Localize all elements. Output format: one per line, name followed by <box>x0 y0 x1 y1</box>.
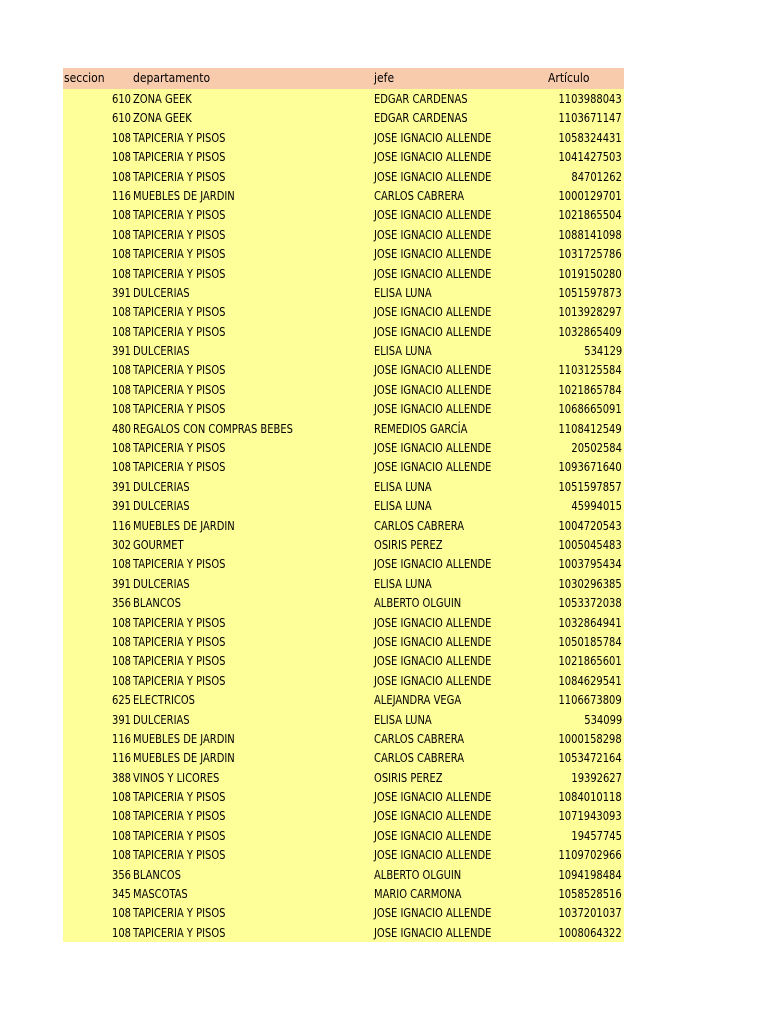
cell-departamento: TAPICERIA Y PISOS <box>133 402 226 417</box>
cell-jefe: CARLOS CABRERA <box>374 518 465 533</box>
cell-jefe: JOSE IGNACIO ALLENDE <box>374 266 492 281</box>
cell-articulo: 1005045483 <box>558 537 622 552</box>
cell-jefe: JOSE IGNACIO ALLENDE <box>374 615 492 630</box>
spreadsheet-table <box>63 68 624 942</box>
cell-articulo: 45994015 <box>571 499 622 514</box>
cell-articulo: 1013928297 <box>558 305 622 320</box>
cell-seccion: 108 <box>112 615 131 630</box>
cell-seccion: 391 <box>112 479 131 494</box>
table-row <box>63 826 624 845</box>
cell-jefe: OSIRIS PEREZ <box>374 770 443 785</box>
cell-jefe: JOSE IGNACIO ALLENDE <box>374 305 492 320</box>
cell-articulo: 1021865784 <box>558 382 622 397</box>
cell-jefe: JOSE IGNACIO ALLENDE <box>374 130 492 145</box>
cell-articulo: 1103988043 <box>558 92 622 106</box>
cell-seccion: 108 <box>112 130 131 145</box>
table-row <box>63 477 624 496</box>
cell-articulo: 1103125584 <box>558 363 622 378</box>
cell-seccion: 108 <box>112 247 131 262</box>
table-row <box>63 89 624 108</box>
cell-departamento: DULCERIAS <box>133 712 190 727</box>
table-row <box>63 593 624 612</box>
column-header-jefe: jefe <box>374 71 395 85</box>
cell-articulo: 1106673809 <box>558 693 622 708</box>
table-row <box>63 341 624 360</box>
table-row <box>63 457 624 476</box>
cell-seccion: 108 <box>112 441 131 456</box>
cell-seccion: 116 <box>112 731 131 746</box>
table-row <box>63 147 624 166</box>
cell-departamento: TAPICERIA Y PISOS <box>133 828 226 843</box>
cell-jefe: JOSE IGNACIO ALLENDE <box>374 557 492 572</box>
cell-seccion: 108 <box>112 557 131 572</box>
cell-seccion: 116 <box>112 518 131 533</box>
cell-departamento: TAPICERIA Y PISOS <box>133 790 226 805</box>
table-row <box>63 903 624 922</box>
cell-seccion: 108 <box>112 460 131 475</box>
cell-departamento: MUEBLES DE JARDIN <box>133 518 235 533</box>
cell-departamento: BLANCOS <box>133 596 181 611</box>
table-row <box>63 671 624 690</box>
table-row <box>63 167 624 186</box>
cell-jefe: JOSE IGNACIO ALLENDE <box>374 673 492 688</box>
table-body <box>63 89 624 942</box>
cell-articulo: 19392627 <box>571 770 622 785</box>
cell-seccion: 480 <box>112 421 131 436</box>
cell-departamento: DULCERIAS <box>133 344 190 359</box>
table-header <box>63 68 624 89</box>
cell-jefe: JOSE IGNACIO ALLENDE <box>374 906 492 921</box>
cell-departamento: TAPICERIA Y PISOS <box>133 324 226 339</box>
cell-seccion: 610 <box>112 111 131 126</box>
cell-articulo: 1053372038 <box>558 596 622 611</box>
cell-jefe: JOSE IGNACIO ALLENDE <box>374 247 492 262</box>
cell-articulo: 1068665091 <box>558 402 622 417</box>
cell-articulo: 1021865504 <box>558 208 622 223</box>
cell-articulo: 1050185784 <box>558 634 622 649</box>
cell-jefe: JOSE IGNACIO ALLENDE <box>374 363 492 378</box>
cell-departamento: TAPICERIA Y PISOS <box>133 634 226 649</box>
cell-seccion: 108 <box>112 790 131 805</box>
cell-jefe: JOSE IGNACIO ALLENDE <box>374 402 492 417</box>
cell-seccion: 391 <box>112 712 131 727</box>
table-row <box>63 419 624 438</box>
cell-jefe: JOSE IGNACIO ALLENDE <box>374 848 492 863</box>
cell-departamento: TAPICERIA Y PISOS <box>133 363 226 378</box>
cell-seccion: 108 <box>112 925 131 940</box>
cell-departamento: MUEBLES DE JARDIN <box>133 188 235 203</box>
table-row <box>63 845 624 864</box>
cell-departamento: MASCOTAS <box>133 887 188 902</box>
cell-articulo: 534099 <box>584 712 622 727</box>
cell-jefe: ALBERTO OLGUIN <box>374 867 462 882</box>
cell-articulo: 1084010118 <box>558 790 622 805</box>
cell-articulo: 1000158298 <box>558 731 622 746</box>
cell-seccion: 108 <box>112 382 131 397</box>
cell-departamento: BLANCOS <box>133 867 181 882</box>
cell-jefe: MARIO CARMONA <box>374 887 462 902</box>
cell-departamento: GOURMET <box>133 537 184 552</box>
table-row <box>63 613 624 632</box>
cell-jefe: ELISA LUNA <box>374 712 432 727</box>
cell-seccion: 108 <box>112 208 131 223</box>
cell-seccion: 391 <box>112 344 131 359</box>
table-row <box>63 729 624 748</box>
cell-departamento: DULCERIAS <box>133 499 190 514</box>
column-header-seccion: seccion <box>64 71 105 85</box>
cell-jefe: JOSE IGNACIO ALLENDE <box>374 324 492 339</box>
table-row <box>63 322 624 341</box>
cell-departamento: TAPICERIA Y PISOS <box>133 615 226 630</box>
table-row <box>63 535 624 554</box>
cell-articulo: 1108412549 <box>558 421 622 436</box>
cell-departamento: TAPICERIA Y PISOS <box>133 266 226 281</box>
cell-articulo: 1008064322 <box>558 925 622 940</box>
cell-departamento: REGALOS CON COMPRAS BEBES <box>133 421 293 436</box>
table-row <box>63 264 624 283</box>
cell-articulo: 534129 <box>584 344 622 359</box>
cell-seccion: 345 <box>112 887 131 902</box>
cell-seccion: 108 <box>112 227 131 242</box>
table-row <box>63 205 624 224</box>
cell-jefe: JOSE IGNACIO ALLENDE <box>374 150 492 165</box>
cell-departamento: TAPICERIA Y PISOS <box>133 673 226 688</box>
cell-articulo: 1058324431 <box>558 130 622 145</box>
table-row <box>63 496 624 515</box>
cell-departamento: TAPICERIA Y PISOS <box>133 809 226 824</box>
cell-articulo: 84701262 <box>571 169 622 184</box>
cell-articulo: 1084629541 <box>558 673 622 688</box>
cell-jefe: ELISA LUNA <box>374 344 432 359</box>
table-row <box>63 128 624 147</box>
cell-departamento: TAPICERIA Y PISOS <box>133 460 226 475</box>
cell-departamento: VINOS Y LICORES <box>133 770 220 785</box>
cell-departamento: TAPICERIA Y PISOS <box>133 441 226 456</box>
cell-jefe: REMEDIOS GARCÍA <box>374 421 468 436</box>
cell-jefe: EDGAR CARDENAS <box>374 92 468 106</box>
cell-jefe: OSIRIS PEREZ <box>374 537 443 552</box>
cell-jefe: ELISA LUNA <box>374 479 432 494</box>
cell-jefe: CARLOS CABRERA <box>374 188 465 203</box>
column-header-articulo: Artículo <box>548 71 590 85</box>
table-row <box>63 710 624 729</box>
table-row <box>63 399 624 418</box>
cell-articulo: 1094198484 <box>558 867 622 882</box>
cell-articulo: 1003795434 <box>558 557 622 572</box>
cell-jefe: ALEJANDRA VEGA <box>374 693 462 708</box>
cell-seccion: 356 <box>112 867 131 882</box>
cell-seccion: 108 <box>112 634 131 649</box>
cell-jefe: JOSE IGNACIO ALLENDE <box>374 828 492 843</box>
cell-departamento: TAPICERIA Y PISOS <box>133 925 226 940</box>
table-row <box>63 574 624 593</box>
cell-jefe: JOSE IGNACIO ALLENDE <box>374 441 492 456</box>
cell-jefe: CARLOS CABRERA <box>374 751 465 766</box>
table-row <box>63 244 624 263</box>
table-row <box>63 186 624 205</box>
cell-articulo: 1103671147 <box>558 111 622 126</box>
cell-articulo: 19457745 <box>571 828 622 843</box>
table-row <box>63 360 624 379</box>
cell-jefe: ELISA LUNA <box>374 285 432 300</box>
cell-seccion: 391 <box>112 285 131 300</box>
cell-departamento: TAPICERIA Y PISOS <box>133 227 226 242</box>
cell-jefe: ELISA LUNA <box>374 499 432 514</box>
cell-seccion: 108 <box>112 654 131 669</box>
cell-jefe: JOSE IGNACIO ALLENDE <box>374 925 492 940</box>
cell-departamento: DULCERIAS <box>133 576 190 591</box>
cell-seccion: 625 <box>112 693 131 708</box>
cell-seccion: 610 <box>112 92 131 106</box>
cell-articulo: 1032865409 <box>558 324 622 339</box>
table-row <box>63 651 624 670</box>
cell-articulo: 1031725786 <box>558 247 622 262</box>
cell-articulo: 1088141098 <box>558 227 622 242</box>
table-row <box>63 302 624 321</box>
cell-seccion: 108 <box>112 848 131 863</box>
cell-seccion: 302 <box>112 537 131 552</box>
cell-articulo: 20502584 <box>571 441 622 456</box>
cell-jefe: JOSE IGNACIO ALLENDE <box>374 460 492 475</box>
column-header-departamento: departamento <box>133 71 211 85</box>
cell-articulo: 1051597857 <box>558 479 622 494</box>
cell-jefe: JOSE IGNACIO ALLENDE <box>374 382 492 397</box>
table-row <box>63 554 624 573</box>
cell-departamento: TAPICERIA Y PISOS <box>133 848 226 863</box>
cell-articulo: 1051597873 <box>558 285 622 300</box>
cell-articulo: 1071943093 <box>558 809 622 824</box>
cell-departamento: TAPICERIA Y PISOS <box>133 169 226 184</box>
cell-articulo: 1000129701 <box>558 188 622 203</box>
cell-departamento: TAPICERIA Y PISOS <box>133 150 226 165</box>
cell-seccion: 108 <box>112 402 131 417</box>
cell-jefe: ELISA LUNA <box>374 576 432 591</box>
cell-articulo: 1109702966 <box>558 848 622 863</box>
table-row <box>63 690 624 709</box>
table-row <box>63 516 624 535</box>
cell-departamento: TAPICERIA Y PISOS <box>133 208 226 223</box>
table-row <box>63 380 624 399</box>
cell-departamento: TAPICERIA Y PISOS <box>133 382 226 397</box>
cell-departamento: ZONA GEEK <box>133 111 192 126</box>
cell-seccion: 108 <box>112 673 131 688</box>
cell-departamento: ELECTRICOS <box>133 693 195 708</box>
table-row <box>63 108 624 127</box>
cell-jefe: JOSE IGNACIO ALLENDE <box>374 227 492 242</box>
cell-seccion: 108 <box>112 828 131 843</box>
cell-jefe: EDGAR CARDENAS <box>374 111 468 126</box>
table-row <box>63 806 624 825</box>
cell-seccion: 116 <box>112 751 131 766</box>
table-row <box>63 748 624 767</box>
table-row <box>63 438 624 457</box>
cell-jefe: JOSE IGNACIO ALLENDE <box>374 208 492 223</box>
cell-seccion: 108 <box>112 906 131 921</box>
cell-articulo: 1019150280 <box>558 266 622 281</box>
cell-jefe: JOSE IGNACIO ALLENDE <box>374 634 492 649</box>
cell-departamento: TAPICERIA Y PISOS <box>133 305 226 320</box>
cell-departamento: DULCERIAS <box>133 285 190 300</box>
cell-departamento: TAPICERIA Y PISOS <box>133 906 226 921</box>
cell-articulo: 1053472164 <box>558 751 622 766</box>
cell-seccion: 388 <box>112 770 131 785</box>
cell-seccion: 108 <box>112 169 131 184</box>
table-row <box>63 225 624 244</box>
table-row <box>63 884 624 903</box>
cell-articulo: 1041427503 <box>558 150 622 165</box>
cell-departamento: ZONA GEEK <box>133 92 192 106</box>
table-row <box>63 632 624 651</box>
cell-seccion: 391 <box>112 576 131 591</box>
cell-seccion: 108 <box>112 266 131 281</box>
cell-articulo: 1058528516 <box>558 887 622 902</box>
table-row <box>63 865 624 884</box>
cell-departamento: MUEBLES DE JARDIN <box>133 751 235 766</box>
cell-departamento: TAPICERIA Y PISOS <box>133 130 226 145</box>
table-row <box>63 923 624 942</box>
cell-departamento: TAPICERIA Y PISOS <box>133 654 226 669</box>
cell-articulo: 1037201037 <box>558 906 622 921</box>
cell-seccion: 116 <box>112 188 131 203</box>
cell-jefe: JOSE IGNACIO ALLENDE <box>374 790 492 805</box>
cell-seccion: 108 <box>112 363 131 378</box>
cell-articulo: 1032864941 <box>558 615 622 630</box>
cell-seccion: 356 <box>112 596 131 611</box>
cell-departamento: TAPICERIA Y PISOS <box>133 247 226 262</box>
cell-jefe: JOSE IGNACIO ALLENDE <box>374 654 492 669</box>
cell-articulo: 1004720543 <box>558 518 622 533</box>
cell-departamento: MUEBLES DE JARDIN <box>133 731 235 746</box>
cell-seccion: 391 <box>112 499 131 514</box>
cell-departamento: DULCERIAS <box>133 479 190 494</box>
table-row <box>63 787 624 806</box>
cell-articulo: 1030296385 <box>558 576 622 591</box>
table-row <box>63 283 624 302</box>
cell-seccion: 108 <box>112 809 131 824</box>
cell-seccion: 108 <box>112 305 131 320</box>
cell-jefe: ALBERTO OLGUIN <box>374 596 462 611</box>
cell-articulo: 1021865601 <box>558 654 622 669</box>
cell-articulo: 1093671640 <box>558 460 622 475</box>
cell-seccion: 108 <box>112 150 131 165</box>
cell-departamento: TAPICERIA Y PISOS <box>133 557 226 572</box>
table-row <box>63 768 624 787</box>
cell-jefe: JOSE IGNACIO ALLENDE <box>374 169 492 184</box>
cell-jefe: CARLOS CABRERA <box>374 731 465 746</box>
cell-seccion: 108 <box>112 324 131 339</box>
cell-jefe: JOSE IGNACIO ALLENDE <box>374 809 492 824</box>
